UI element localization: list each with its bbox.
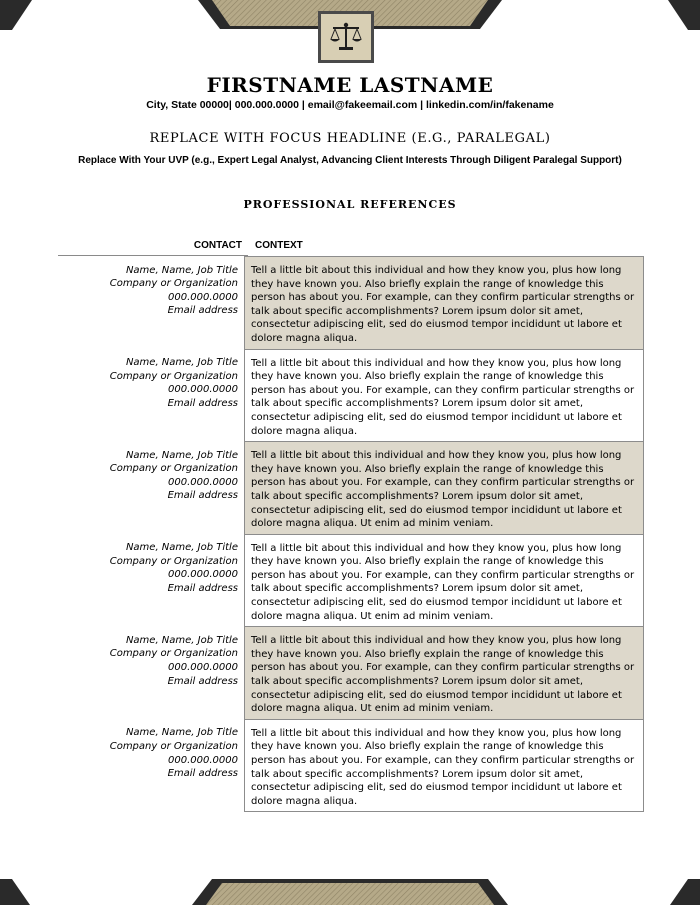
reference-name: Name, Name, Job Title [125,542,238,554]
candidate-name: FIRSTNAME LASTNAME [206,73,494,97]
reference-name: Name, Name, Job Title [125,449,238,461]
reference-email: Email address [167,490,238,502]
table-row [58,627,644,720]
reference-context: Tell a little bit about this individual and how they know you, plus how long they have known you. Also briefly explain the range of knowledge this person has about you. For example, can they confirm particular strengths or talk about specific accomplishments? Lorem ipsum dolor sit amet, consectetur adipiscing elit, sed do eiusmod tempor incididunt ut labore et dolore magna aliqua. Ut enim ad minim veniam. [245,627,644,720]
reference-name: Name, Name, Job Title [125,357,238,369]
reference-context: Tell a little bit about this individual and how they know you, plus how long they have known you. Also briefly explain the range of knowledge this person has about you. For example, can they confirm particular strengths or talk about specific accomplishments? Lorem ipsum dolor sit amet, consectetur adipiscing elit, sed do eiusmod tempor incididunt ut labore et dolore magna aliqua. Ut enim ad minim veniam. [245,534,644,627]
reference-context: Tell a little bit about this individual and how they know you, plus how long they have known you. Also briefly explain the range of knowledge this person has about you. For example, can they confirm particular strengths or talk about specific accomplishments? Lorem ipsum dolor sit amet, consectetur adipiscing elit, sed do eiusmod tempor incididunt ut labore et dolore magna aliqua. [245,349,644,442]
references-table [58,256,644,812]
reference-contact [58,349,245,442]
reference-company: Company or Organization [109,740,238,752]
reference-company: Company or Organization [109,648,238,660]
reference-name: Name, Name, Job Title [125,727,238,739]
reference-email: Email address [167,305,238,317]
reference-name: Name, Name, Job Title [125,264,238,276]
column-header-contact: CONTACT [193,240,242,251]
focus-headline: REPLACE WITH FOCUS HEADLINE (E.G., PARALEGAL) [149,131,551,146]
reference-phone: 000.000.0000 [168,569,238,581]
reference-phone: 000.000.0000 [168,661,238,673]
reference-email: Email address [167,768,238,780]
reference-context: Tell a little bit about this individual and how they know you, plus how long they have known you. Also briefly explain the range of knowledge this person has about you. For example, can they confirm particular strengths or talk about specific accomplishments? Lorem ipsum dolor sit amet, consectetur adipiscing elit, sed do eiusmod tempor incididunt ut labore et dolore magna aliqua. Ut enim ad minim veniam. [245,442,644,535]
reference-context: Tell a little bit about this individual and how they know you, plus how long they have known you. Also briefly explain the range of knowledge this person has about you. For example, can they confirm particular strengths or talk about specific accomplishments? Lorem ipsum dolor sit amet, consectetur adipiscing elit, sed do eiusmod tempor incididunt ut labore et dolore magna aliqua. [245,257,644,350]
reference-company: Company or Organization [109,555,238,567]
reference-contact [58,719,245,812]
reference-company: Company or Organization [109,370,238,382]
logo-badge [318,11,374,63]
reference-contact [58,534,245,627]
table-row [58,534,644,627]
reference-context: Tell a little bit about this individual and how they know you, plus how long they have known you. Also briefly explain the range of knowledge this person has about you. For example, can they confirm particular strengths or talk about specific accomplishments? Lorem ipsum dolor sit amet, consectetur adipiscing elit, sed do eiusmod tempor incididunt ut labore et dolore magna aliqua. [245,719,644,812]
reference-contact [58,257,245,350]
scales-of-justice-icon [329,21,363,53]
reference-email: Email address [167,397,238,409]
section-title: PROFESSIONAL REFERENCES [243,198,457,211]
contact-info-line: City, State 00000| 000.000.0000 | email@fakeemail.com | linkedin.com/in/fakename [146,99,554,111]
reference-company: Company or Organization [109,278,238,290]
column-header-context: CONTEXT [255,240,303,251]
table-row [58,719,644,812]
reference-email: Email address [167,582,238,594]
reference-name: Name, Name, Job Title [125,634,238,646]
reference-phone: 000.000.0000 [168,291,238,303]
reference-phone: 000.000.0000 [168,754,238,766]
reference-email: Email address [167,675,238,687]
table-row [58,349,644,442]
reference-contact [58,627,245,720]
reference-phone: 000.000.0000 [168,384,238,396]
reference-contact [58,442,245,535]
reference-company: Company or Organization [109,463,238,475]
table-row [58,442,644,535]
table-row [58,257,644,350]
bottom-decorative-banner [0,879,700,905]
value-proposition: Replace With Your UVP (e.g., Expert Legal Analyst, Advancing Client Interests Through Diligent Paralegal Support) [78,155,622,166]
reference-phone: 000.000.0000 [168,476,238,488]
